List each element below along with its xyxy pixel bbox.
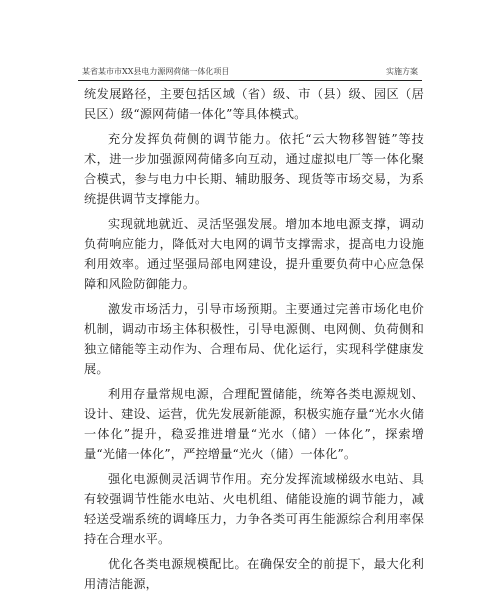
paragraph: 激发市场活力，引导市场预期。主要通过完善市场化电价机制，调动市场主体积极性，引导电源侧、电网侧、负荷侧和独立储能等主动作为、合理布局、优化运行，实现科学健康发展。: [84, 302, 424, 376]
header-project-title: 某省某市市XX县电力源网荷储一体化项目: [82, 67, 230, 76]
paragraph: 利用存量常规电源，合理配置储能，统筹各类电源规划、设计、建设、运营，优先发展新能源，积极实施存量“光水火储一体化”提升，稳妥推进增量“光水（储）一体化”，探索增量“光储一体化”，严控增量“光火（储）一体化”。: [84, 387, 424, 461]
paragraph: 充分发挥负荷侧的调节能力。依托“云大物移智链”等技术，进一步加强源网荷储多向互动，通过虚拟电厂等一体化聚合模式，参与电力中长期、辅助服务、现货等市场交易，为系统提供调节支撑能力。: [84, 132, 424, 206]
paragraph: 优化各类电源规模配比。在确保安全的前提下，最大化利用清洁能源，: [84, 557, 424, 591]
header-doc-type: 实施方案: [386, 67, 418, 76]
document-body: [84, 84, 424, 599]
paragraph: 统发展路径，主要包括区域（省）级、市（县）级、园区（居民区）级“源网荷储一体化”等具体模式。: [84, 87, 424, 121]
page-header: [78, 66, 422, 81]
paragraph: 强化电源侧灵活调节作用。充分发挥流域梯级水电站、具有较强调节性能水电站、火电机组、储能设施的调节能力，减轻送受端系统的调峰压力，力争各类可再生能源综合利用率保持在合理水平。: [84, 472, 424, 546]
paragraph: 实现就地就近、灵活坚强发展。增加本地电源支撑，调动负荷响应能力，降低对大电网的调节支撑需求，提高电力设施利用效率。通过坚强局部电网建设，提升重要负荷中心应急保障和风险防御能力。: [84, 217, 424, 291]
